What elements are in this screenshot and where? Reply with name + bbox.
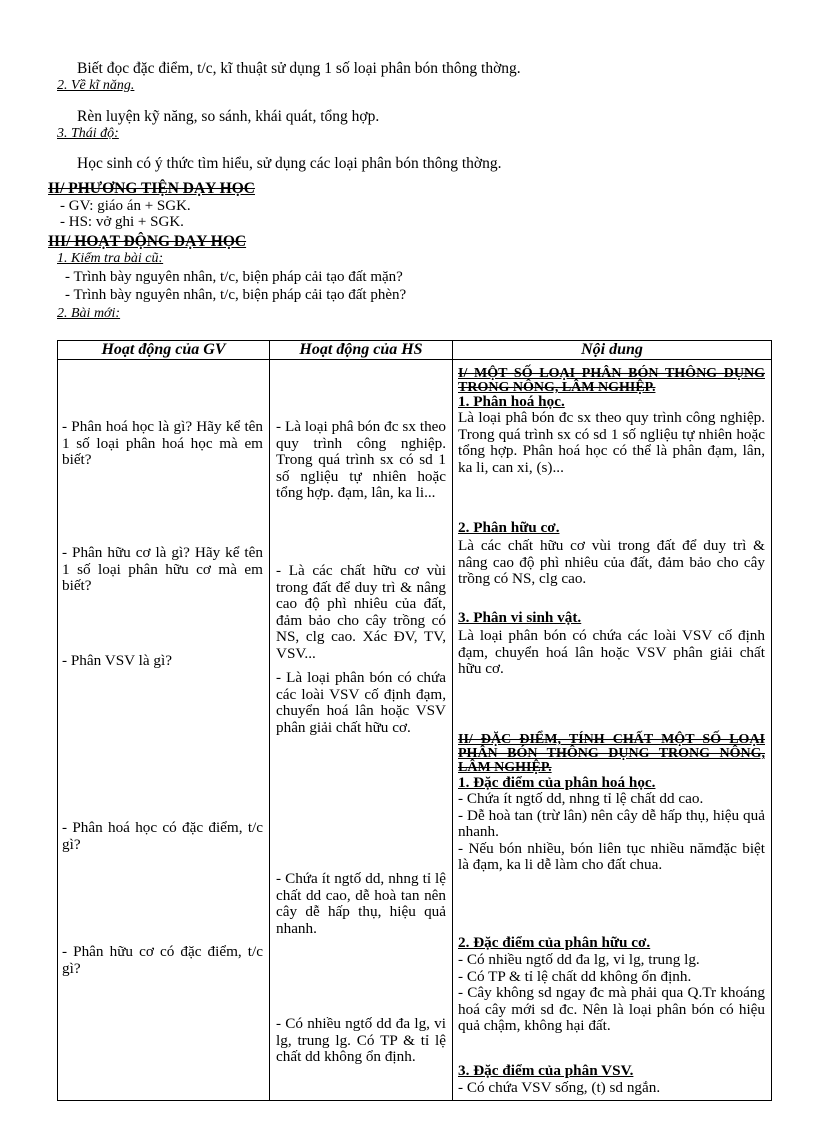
header-teacher: Hoạt động của GV (58, 341, 270, 360)
content-column (453, 360, 772, 1101)
content-subheading-vsv-traits: 3. Đặc điểm của phân VSV. (458, 1062, 634, 1079)
gv-q5: - Phân hữu cơ có đặc điểm, t/c gì? (62, 943, 263, 977)
objective-attitude: Học sinh có ý thức tìm hiểu, sử dụng các loại phân bón thông thờng. (77, 155, 502, 172)
content-subheading-chem-traits: 1. Đặc điểm của phân hoá học. (458, 774, 656, 791)
section-heading-materials: II/ PHƯƠNG TIỆN DẠY HỌC (48, 180, 255, 197)
content-para-5: - Có nhiều ngtố dd đa lg, vi lg, trung lg. - Có TP & tỉ lệ chất dd không ổn định. - Cây không sd ngay đc mà phải qua Q.Tr khoáng hoá cây mới sd đc. Nên là loại phân bón có hiệu quả chậm, không hại đất. (458, 951, 765, 1034)
materials-student: - HS: vở ghi + SGK. (60, 214, 184, 230)
gv-q1: - Phân hoá học là gì? Hãy kể tên 1 số loại phân hoá học mà em biết? (62, 418, 263, 468)
student-column (270, 360, 453, 1101)
header-student: Hoạt động của HS (270, 341, 453, 360)
subheading-review: 1. Kiểm tra bài cũ: (57, 251, 164, 266)
hs-a4: - Chứa ít ngtố dd, nhng tỉ lệ chất dd cao, dễ hoà tan nên cây dễ hấp thụ, hiệu quả nhanh. (276, 870, 446, 937)
content-subheading-organic: 2. Phân hữu cơ. (458, 519, 560, 536)
review-question-1: - Trình bày nguyên nhân, t/c, biện pháp cải tạo đất mặn? (65, 269, 403, 285)
content-para-6: - Có chứa VSV sống, (t) sd ngắn. (458, 1079, 661, 1096)
lesson-table (57, 340, 772, 1101)
subheading-skills: 2. Về kĩ năng. (57, 78, 135, 93)
section-heading-activities: III/ HOẠT ĐỘNG DẠY HỌC (48, 233, 247, 250)
teacher-column (58, 360, 270, 1101)
hs-a5: - Có nhiều ngtố dd đa lg, vi lg, trung lg. Có TP & tỉ lệ chất dd không ổn định. (276, 1015, 446, 1065)
gv-q4: - Phân hoá học có đặc điểm, t/c gì? (62, 819, 263, 853)
gv-q2: - Phân hữu cơ là gì? Hãy kể tên 1 số loại phân hữu cơ mà em biết? (62, 544, 263, 594)
content-para-1: Là loại phâ bón đc sx theo quy trình công nghiệp. Trong quá trình sx có sd 1 số ngliệu tự nhiên hoặc tổng hợp. Phân hoá học có thể là phân đạm, lân, ka li, can xi, (s)... (458, 409, 765, 476)
objective-skills: Rèn luyện kỹ năng, so sánh, khái quát, tổng hợp. (77, 108, 380, 125)
content-heading-1: I/ MỘT SỐ LOẠI PHÂN BÓN THÔNG DỤNG TRONG NÔNG, LÂM NGHIỆP. (458, 366, 765, 395)
materials-teacher: - GV: giáo án + SGK. (60, 198, 191, 214)
content-heading-2: II/ ĐẶC ĐIỂM, TÍNH CHẤT MỘT SỐ LOẠI PHÂN BÓN THÔNG DỤNG TRONG NÔNG, LÂM NGHIỆP. (458, 732, 765, 775)
content-subheading-fertilizer: 1. Phân hoá học. (458, 393, 565, 410)
gv-q3: - Phân VSV là gì? (62, 652, 172, 669)
content-para-4: - Chứa ít ngtố dd, nhng tỉ lệ chất dd cao. - Dễ hoà tan (trừ lân) nên cây dễ hấp thụ, hiệu quả nhanh. - Nếu bón nhiều, bón liên tục nhiều nămđặc biệt là đạm, ka li dễ làm cho đất chua. (458, 790, 765, 873)
review-question-2: - Trình bày nguyên nhân, t/c, biện pháp cải tạo đất phèn? (65, 287, 407, 303)
hs-a1: - Là loại phâ bón đc sx theo quy trình công nghiệp. Trong quá trình sx có sd 1 số ngliệu tự nhiên hoặc tổng hợp. đạm, lân, ka li... (276, 418, 446, 501)
content-para-2: Là các chất hữu cơ vùi trong đất để duy trì & nâng cao độ phì nhiêu của đất, đảm bảo cho cây trồng có NS, clg cao. (458, 537, 765, 587)
objective-knowledge: Biết đọc đặc điểm, t/c, kĩ thuật sử dụng 1 số loại phân bón thông thờng. (77, 60, 521, 77)
subheading-attitude: 3. Thái độ: (57, 126, 119, 141)
content-subheading-microbial: 3. Phân vi sinh vật. (458, 609, 582, 626)
content-subheading-organic-traits: 2. Đặc điểm của phân hữu cơ. (458, 934, 651, 951)
header-content: Nội dung (453, 341, 772, 360)
hs-a2: - Là các chất hữu cơ vùi trong đất để duy trì & nâng cao độ phì nhiêu của đất, đảm bảo cho cây trồng có NS, clg cao. Xác ĐV, TV, VSV... (276, 562, 446, 662)
hs-a3: - Là loại phân bón có chứa các loài VSV cố định đạm, chuyển hoá lân hoặc VSV phân giải chất hữu cơ. (276, 669, 446, 736)
subheading-new-lesson: 2. Bài mới: (57, 306, 121, 321)
content-para-3: Là loại phân bón có chứa các loài VSV cố định đạm, chuyển hoá lân hoặc VSV phân giải chất hữu cơ. (458, 627, 765, 677)
